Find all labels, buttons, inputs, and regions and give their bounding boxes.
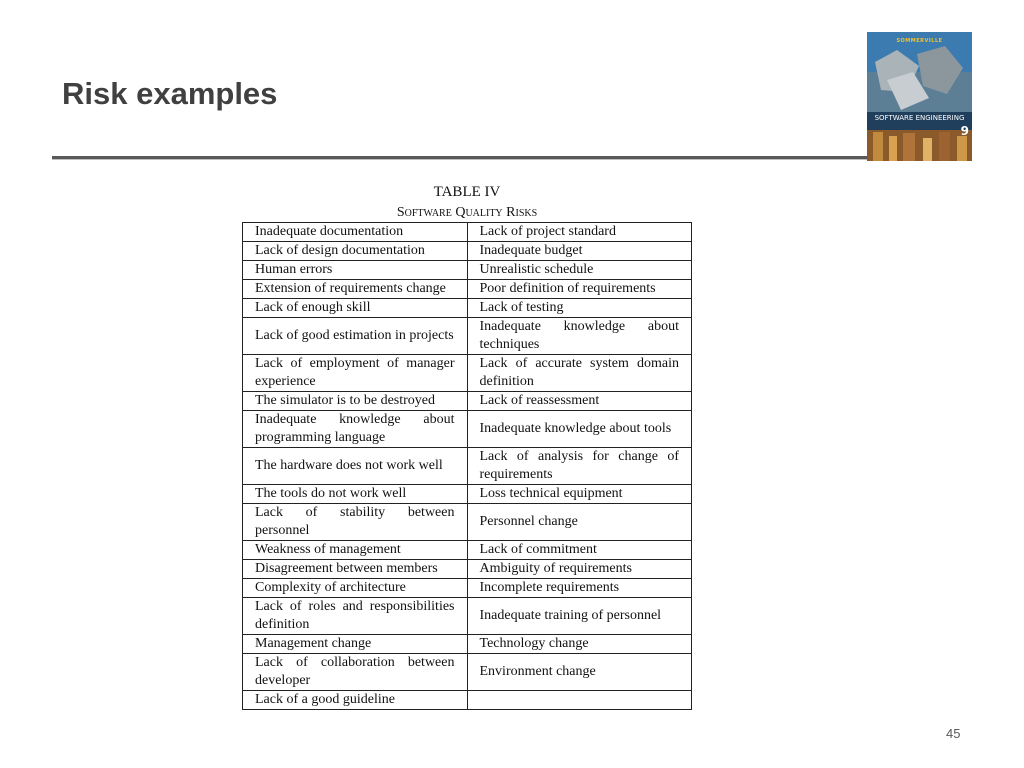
risk-cell-left: Lack of employment of manager experience — [243, 355, 468, 392]
table-row — [243, 485, 692, 504]
risk-cell-right: Technology change — [467, 635, 692, 654]
risk-cell-left: The simulator is to be destroyed — [243, 392, 468, 411]
table-row — [243, 355, 692, 392]
table-row — [243, 579, 692, 598]
book-cover-art — [867, 32, 972, 161]
table-row — [243, 654, 692, 691]
risk-cell-left: The hardware does not work well — [243, 448, 468, 485]
risk-cell-right: Environment change — [467, 654, 692, 691]
risk-cell-left: Lack of stability between personnel — [243, 504, 468, 541]
risk-cell-left: Lack of good estimation in projects — [243, 318, 468, 355]
risk-cell-left: Lack of collaboration between developer — [243, 654, 468, 691]
page-number: 45 — [946, 726, 961, 741]
risk-cell-right: Lack of project standard — [467, 223, 692, 242]
table-row — [243, 448, 692, 485]
risk-cell-left: Inadequate documentation — [243, 223, 468, 242]
risk-cell-left: Weakness of management — [243, 541, 468, 560]
risk-table-body — [243, 223, 692, 710]
table-row — [243, 541, 692, 560]
risk-cell-right: Lack of testing — [467, 299, 692, 318]
risk-cell-right: Poor definition of requirements — [467, 280, 692, 299]
table-row — [243, 598, 692, 635]
risk-cell-left: Inadequate knowledge about programming language — [243, 411, 468, 448]
table-row — [243, 635, 692, 654]
risk-cell-right: Inadequate knowledge about techniques — [467, 318, 692, 355]
risk-cell-right: Incomplete requirements — [467, 579, 692, 598]
risk-cell-left: Human errors — [243, 261, 468, 280]
risk-cell-right: Lack of reassessment — [467, 392, 692, 411]
risk-cell-right: Lack of accurate system domain definition — [467, 355, 692, 392]
risk-table — [242, 222, 692, 710]
table-caption-title: Software Quality Risks — [396, 205, 538, 220]
title-divider-shadow — [52, 159, 872, 160]
risk-cell-right: Ambiguity of requirements — [467, 560, 692, 579]
risk-cell-right — [467, 691, 692, 710]
book-edition: 9 — [960, 124, 969, 138]
slide-title: Risk examples — [62, 76, 278, 111]
risk-cell-left: Management change — [243, 635, 468, 654]
table-row — [243, 504, 692, 541]
risk-cell-right: Inadequate budget — [467, 242, 692, 261]
risk-cell-right: Loss technical equipment — [467, 485, 692, 504]
book-cover-image — [867, 32, 972, 161]
book-title: SOFTWARE ENGINEERING — [874, 114, 965, 122]
book-author: SOMMERVILLE — [896, 38, 943, 44]
risk-cell-left: Lack of roles and responsibilities definition — [243, 598, 468, 635]
table-caption-number: TABLE IV — [433, 184, 501, 200]
risk-cell-left: Lack of enough skill — [243, 299, 468, 318]
table-row — [243, 299, 692, 318]
risk-cell-left: Extension of requirements change — [243, 280, 468, 299]
risk-cell-right: Inadequate training of personnel — [467, 598, 692, 635]
risk-cell-right: Unrealistic schedule — [467, 261, 692, 280]
risk-cell-left: The tools do not work well — [243, 485, 468, 504]
table-row — [243, 261, 692, 280]
table-row — [243, 392, 692, 411]
table-row — [243, 242, 692, 261]
risk-cell-right: Personnel change — [467, 504, 692, 541]
table-row — [243, 280, 692, 299]
table-row — [243, 560, 692, 579]
risk-cell-left: Disagreement between members — [243, 560, 468, 579]
table-row — [243, 223, 692, 242]
risk-cell-left: Lack of a good guideline — [243, 691, 468, 710]
risk-cell-right: Inadequate knowledge about tools — [467, 411, 692, 448]
table-row — [243, 318, 692, 355]
risk-cell-left: Complexity of architecture — [243, 579, 468, 598]
risk-cell-right: Lack of commitment — [467, 541, 692, 560]
table-row — [243, 691, 692, 710]
table-row — [243, 411, 692, 448]
risk-cell-right: Lack of analysis for change of requirements — [467, 448, 692, 485]
risk-cell-left: Lack of design documentation — [243, 242, 468, 261]
